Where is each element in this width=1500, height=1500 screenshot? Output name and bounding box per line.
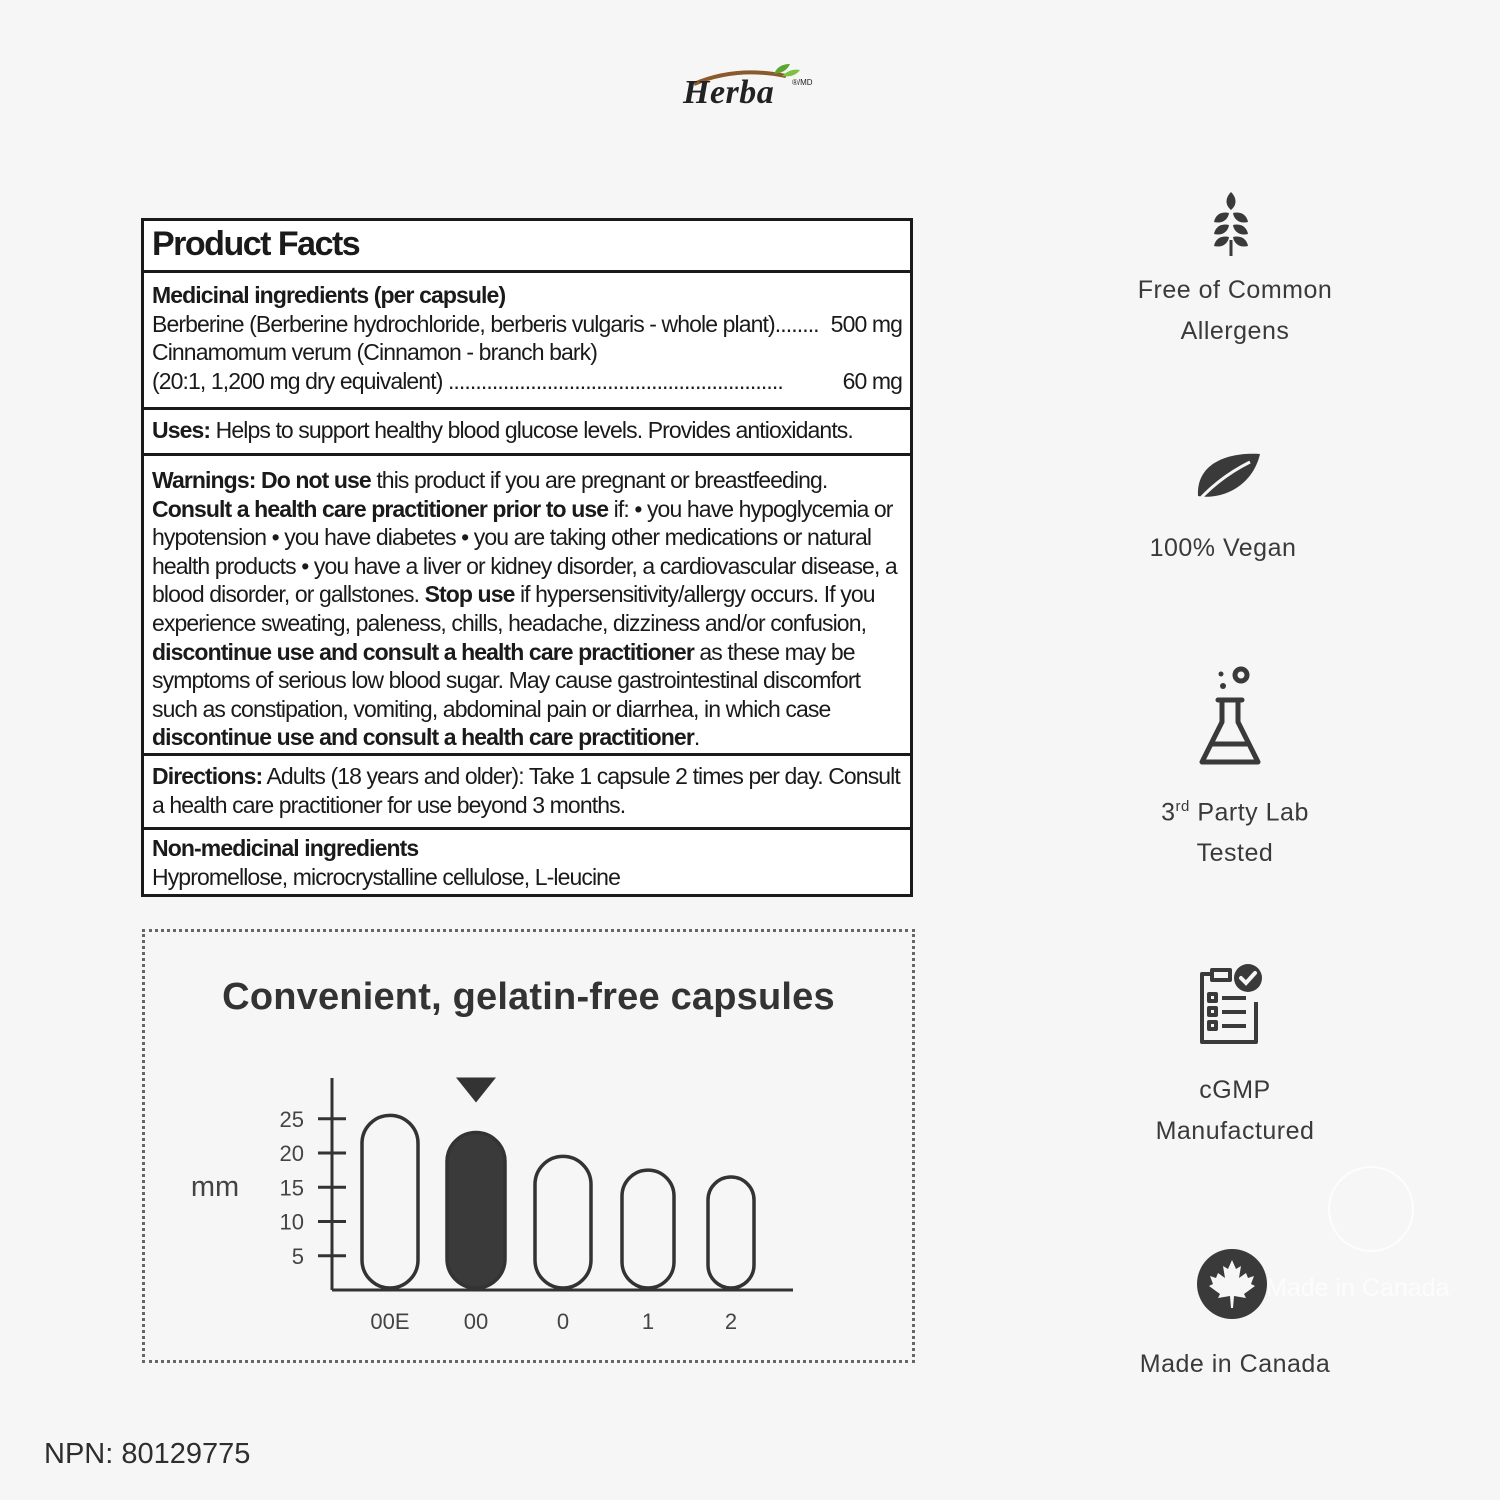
ingredient-amount: 60 mg	[842, 367, 902, 394]
ingredient-row	[152, 367, 902, 396]
medicinal-ingredients-section	[144, 273, 910, 410]
capsule-bar-2	[708, 1177, 754, 1288]
y-axis-label: mm	[190, 1171, 240, 1203]
warning-bold: discontinue use and consult a health care practitioner	[152, 724, 694, 751]
feature-label	[1065, 786, 1405, 874]
uses-text: Helps to support healthy blood glucose levels. Provides antioxidants.	[210, 417, 853, 443]
warning-bold: Stop use	[424, 581, 515, 608]
warning-text: this product if you are pregnant or breastfeeding.	[370, 467, 828, 493]
warning-text: if:	[608, 495, 629, 522]
feature-label	[1053, 528, 1393, 569]
x-tick-label: 1	[641, 1309, 655, 1334]
y-tick-label: 20	[279, 1141, 304, 1166]
flask-icon	[1196, 664, 1268, 772]
maple-leaf-icon	[1196, 1248, 1268, 1320]
capsule-bar-00	[447, 1132, 505, 1288]
product-facts-header	[144, 221, 910, 273]
medicinal-heading: Medicinal ingredients (per capsule)	[152, 282, 506, 308]
y-tick-label: 10	[279, 1209, 304, 1235]
x-tick-label: 00	[463, 1309, 489, 1334]
ingredient-name: Cinnamomum verum (Cinnamon - branch bark)	[152, 339, 597, 366]
ingredient-row	[152, 310, 902, 339]
y-tick-label: 15	[279, 1175, 304, 1201]
x-tick-label: 00E	[370, 1309, 410, 1334]
feature-label	[1065, 270, 1405, 352]
warning-bold: Do not use	[255, 467, 371, 493]
non-medicinal-heading: Non-medicinal ingredients	[152, 835, 419, 861]
feature-line: Tested	[1196, 839, 1274, 868]
capsule-size-chart	[145, 932, 915, 1362]
feature-line: Free of Common	[1137, 276, 1333, 304]
feature-label	[1065, 1344, 1405, 1385]
directions-label: Directions:	[152, 763, 263, 789]
chart-title: Convenient, gelatin-free capsules	[222, 976, 835, 1018]
y-tick-label: 25	[279, 1106, 304, 1132]
feature-sup: rd	[1175, 798, 1190, 815]
watermark-text: Made in Canada	[1266, 1274, 1450, 1302]
feature-line: 100% Vegan	[1149, 534, 1297, 562]
watermark-circle	[1328, 1166, 1414, 1252]
ingredient-amount: 500 mg	[830, 310, 902, 337]
leaf-icon	[1190, 452, 1262, 510]
feature-line: Allergens	[1180, 317, 1290, 345]
feature-label	[1065, 1070, 1405, 1152]
non-medicinal-text: Hypromellose, microcrystalline cellulose, L-leucine	[152, 863, 620, 890]
warning-text: .	[693, 724, 700, 751]
warning-bold: discontinue use and consult a health care practitioner	[152, 638, 694, 665]
feature-line: cGMP	[1199, 1076, 1271, 1104]
non-medicinal-section	[144, 830, 910, 895]
wheat-icon	[1210, 190, 1252, 258]
brand-logo	[680, 62, 830, 112]
uses-section	[144, 410, 910, 456]
warnings-section	[144, 456, 910, 756]
checklist-icon	[1196, 962, 1268, 1046]
warning-text: as these may be symptoms of serious low blood sugar. May cause gastrointestinal discomfort such as constipation, vomiting, abdominal pain or diarrhea, in which case	[152, 638, 861, 722]
x-tick-label: 2	[724, 1309, 738, 1334]
capsule-bar-00E	[362, 1115, 418, 1288]
npn-number: NPN: 80129775	[44, 1438, 251, 1470]
product-facts-title: Product Facts	[152, 225, 360, 263]
selected-marker-icon	[456, 1077, 496, 1102]
directions-section	[144, 756, 910, 830]
uses-label: Uses:	[152, 417, 211, 443]
feature-line: 3	[1161, 798, 1176, 827]
brand-registered-mark: ®/MD	[792, 78, 813, 87]
directions-text: Adults (18 years and older): Take 1 capsule 2 times per day. Consult a health care practitioner for use beyond 3 months.	[152, 763, 900, 818]
capsule-bar-0	[535, 1156, 591, 1288]
y-tick-label: 5	[291, 1243, 304, 1269]
warning-text: if hypersensitivity/allergy occurs. If you experience sweating, paleness, chills, headache, dizziness and/or confusion,	[152, 581, 875, 636]
feature-line-group	[1065, 786, 1405, 833]
capsule-size-box	[142, 929, 915, 1363]
x-tick-label: 0	[556, 1309, 570, 1334]
ingredient-name: Berberine (Berberine hydrochloride, berberis vulgaris - whole plant)........	[152, 310, 819, 337]
product-facts-panel	[141, 218, 913, 897]
feature-line: Manufactured	[1155, 1117, 1315, 1145]
feature-line: Made in Canada	[1139, 1350, 1331, 1378]
warning-text: • you have hypoglycemia or hypotension • you have diabetes • you are taking other medications or natural health products • you have a liver or kidney disorder, a cardiovascular disease, a blood disorder, or gallstones.	[152, 495, 897, 608]
warnings-label: Warnings:	[152, 467, 256, 493]
capsule-bar-1	[622, 1170, 674, 1288]
brand-name: Herba	[683, 74, 775, 111]
feature-line: Party Lab	[1189, 798, 1309, 827]
warning-bold: Consult a health care practitioner prior to use	[152, 495, 609, 522]
ingredient-detail: (20:1, 1,200 mg dry equivalent) .............................................................	[152, 367, 783, 394]
